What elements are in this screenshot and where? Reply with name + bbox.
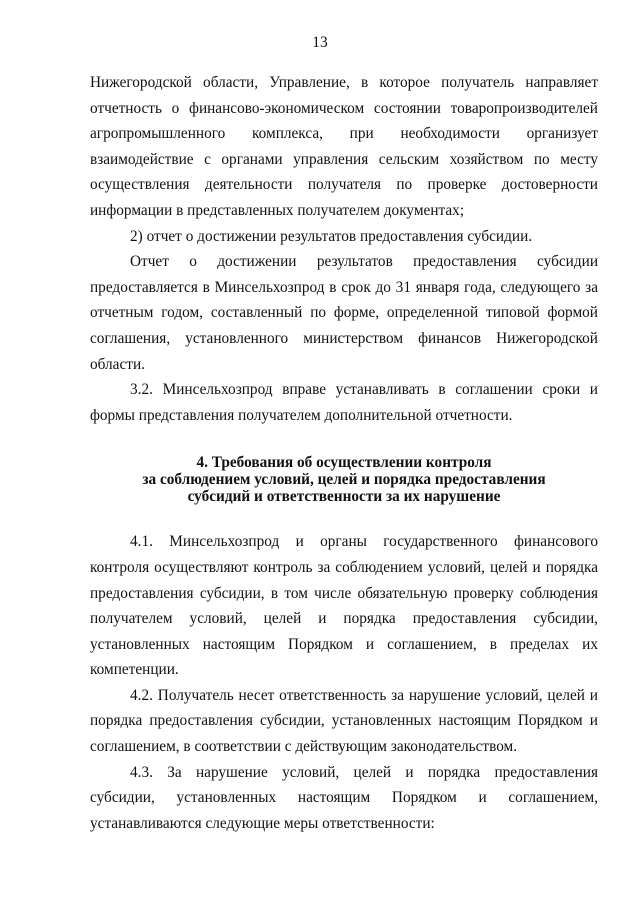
text-line: 4.3. За нарушение условий, целей и порядка предоставления bbox=[130, 763, 598, 781]
heading-line: 4. Требования об осуществлении контроля bbox=[196, 454, 492, 472]
text-line: формы представления получателем дополнительной отчетности. bbox=[90, 406, 513, 424]
paragraph-reporting-continuation bbox=[90, 70, 598, 224]
text-line: субсидии, установленных настоящим Порядком и соглашением, bbox=[90, 789, 598, 807]
text-line: устанавливаются следующие меры ответственности: bbox=[90, 814, 435, 832]
text-line: области. bbox=[90, 355, 145, 373]
text-line: порядка предоставления субсидии, установленных настоящим Порядком и bbox=[90, 712, 598, 730]
text-line: отчетность о финансово-экономическом состоянии товаропроизводителей bbox=[90, 99, 598, 117]
text-line: отчетным годом, составленный по форме, определенной типовой формой bbox=[90, 304, 598, 322]
page-number: 13 bbox=[312, 34, 328, 51]
paragraph-4-2 bbox=[90, 683, 598, 760]
text-line: соглашения, установленного министерством финансов Нижегородской bbox=[90, 329, 598, 347]
text-line: 4.1. Минсельхозпрод и органы государственного финансового bbox=[130, 533, 598, 551]
heading-line: за соблюдением условий, целей и порядка предоставления bbox=[142, 471, 546, 489]
text-line: предоставления субсидии, в том числе обязательную проверку соблюдения bbox=[90, 584, 598, 602]
paragraph-3-2 bbox=[90, 377, 598, 428]
text-line: осуществления деятельности получателя по проверке достоверности bbox=[90, 176, 598, 194]
text-line: получателем условий, целей и порядка предоставления субсидии, bbox=[90, 610, 598, 628]
paragraph-4-3 bbox=[90, 760, 598, 837]
paragraph-4-1 bbox=[90, 529, 598, 683]
text-line: соглашением, в соответствии с действующим законодательством. bbox=[90, 738, 518, 756]
text-line: контроля осуществляют контроль за соблюдением условий, целей и порядка bbox=[90, 558, 598, 576]
text-line: 4.2. Получатель несет ответственность за нарушение условий, целей и bbox=[130, 686, 598, 704]
text-line: компетенции. bbox=[90, 661, 179, 679]
text-line: Нижегородской области, Управление, в которое получатель направляет bbox=[90, 74, 598, 91]
section-4-heading bbox=[90, 454, 598, 505]
text-line: предоставляется в Минсельхозпрод в срок до 31 января года, следующего за bbox=[90, 278, 598, 296]
paragraph-item-2 bbox=[90, 224, 598, 250]
text-line: взаимодействие с органами управления сельским хозяйством по месту bbox=[90, 150, 598, 168]
document-body bbox=[90, 70, 598, 836]
paragraph-report-deadline bbox=[90, 249, 598, 377]
text-line: установленных настоящим Порядком и соглашением, в пределах их bbox=[90, 635, 598, 653]
text-line: 2) отчет о достижении результатов предоставления субсидии. bbox=[130, 227, 533, 245]
text-line: Отчет о достижении результатов предоставления субсидии bbox=[130, 253, 598, 271]
text-line: 3.2. Минсельхозпрод вправе устанавливать в соглашении сроки и bbox=[130, 381, 598, 399]
text-line: информации в представленных получателем документах; bbox=[90, 201, 465, 219]
heading-line: субсидий и ответственности за их нарушение bbox=[187, 488, 501, 506]
text-line: агропромышленного комплекса, при необходимости организует bbox=[90, 125, 598, 143]
